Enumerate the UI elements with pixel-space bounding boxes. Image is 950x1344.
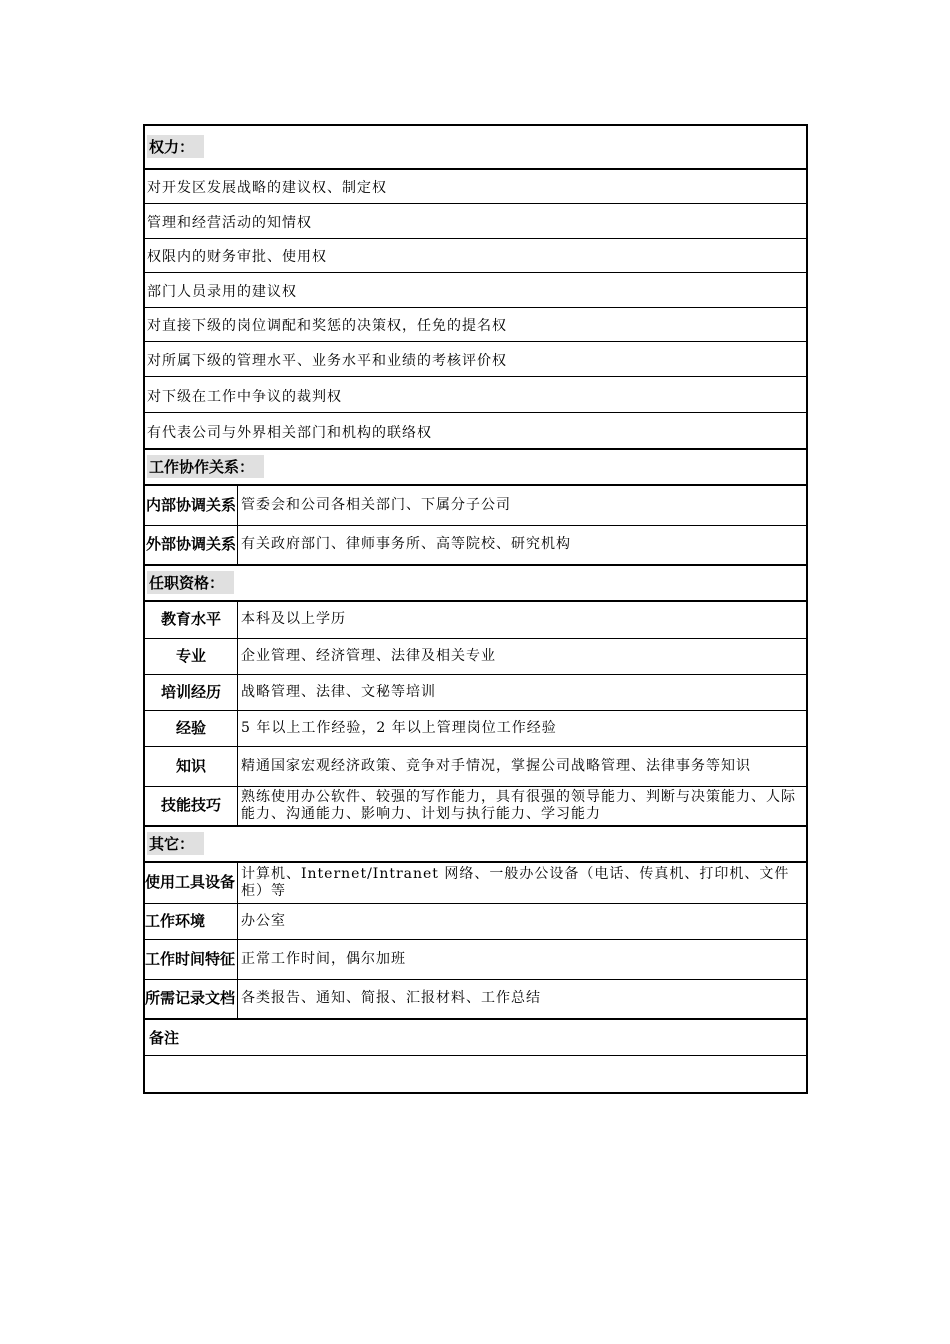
row-value: 5 年以上工作经验，2 年以上管理岗位工作经验 <box>238 710 807 746</box>
table-row <box>145 674 806 710</box>
row-key: 培训经历 <box>145 674 238 710</box>
row-key: 外部协调关系 <box>145 525 238 565</box>
power-item: 对直接下级的岗位调配和奖惩的决策权，任免的提名权 <box>145 308 806 342</box>
row-value: 办公室 <box>238 903 807 939</box>
row-value: 精通国家宏观经济政策、竞争对手情况，掌握公司战略管理、法律事务等知识 <box>238 746 807 786</box>
row-value: 管委会和公司各相关部门、下属分子公司 <box>238 486 807 525</box>
other-title: 其它： <box>147 832 204 855</box>
power-item: 权限内的财务审批、使用权 <box>145 239 806 273</box>
table-row <box>145 863 806 903</box>
table-row <box>145 525 806 565</box>
remarks-title: 备注 <box>149 1029 180 1047</box>
row-key: 专业 <box>145 638 238 674</box>
cooperation-header <box>145 450 806 486</box>
other-header <box>145 827 806 863</box>
row-value: 各类报告、通知、简报、汇报材料、工作总结 <box>238 979 807 1019</box>
row-value: 本科及以上学历 <box>238 602 807 638</box>
row-value: 计算机、Internet/Intranet 网络、一般办公设备（电话、传真机、打印机、文件柜）等 <box>238 863 807 903</box>
table-row <box>145 486 806 525</box>
qualifications-header <box>145 566 806 602</box>
table-row <box>145 786 806 826</box>
table-row <box>145 638 806 674</box>
other-table <box>145 863 806 1020</box>
row-key: 所需记录文档 <box>145 979 238 1019</box>
table-row <box>145 979 806 1019</box>
qualifications-table <box>145 602 806 827</box>
powers-header <box>145 126 806 170</box>
table-row <box>145 903 806 939</box>
qualifications-title: 任职资格： <box>147 571 234 594</box>
row-key: 使用工具设备 <box>145 863 238 903</box>
table-row <box>145 746 806 786</box>
cooperation-title: 工作协作关系： <box>147 455 264 478</box>
row-value: 熟练使用办公软件、较强的写作能力，具有很强的领导能力、判断与决策能力、人际能力、沟通能力、影响力、计划与执行能力、学习能力 <box>238 786 807 826</box>
row-key: 工作时间特征 <box>145 939 238 979</box>
power-item: 管理和经营活动的知情权 <box>145 204 806 239</box>
cooperation-table <box>145 486 806 566</box>
powers-title: 权力： <box>147 135 204 158</box>
row-value: 战略管理、法律、文秘等培训 <box>238 674 807 710</box>
table-row <box>145 602 806 638</box>
power-item: 部门人员录用的建议权 <box>145 273 806 308</box>
row-key: 经验 <box>145 710 238 746</box>
remarks-header <box>145 1020 806 1056</box>
power-item: 对所属下级的管理水平、业务水平和业绩的考核评价权 <box>145 342 806 377</box>
power-item: 有代表公司与外界相关部门和机构的联络权 <box>145 413 806 450</box>
row-key: 内部协调关系 <box>145 486 238 525</box>
table-row <box>145 939 806 979</box>
power-item: 对下级在工作中争议的裁判权 <box>145 377 806 413</box>
job-description-table <box>143 124 808 1094</box>
row-value: 企业管理、经济管理、法律及相关专业 <box>238 638 807 674</box>
table-row <box>145 710 806 746</box>
row-key: 技能技巧 <box>145 786 238 826</box>
row-value: 有关政府部门、律师事务所、高等院校、研究机构 <box>238 525 807 565</box>
row-key: 教育水平 <box>145 602 238 638</box>
row-value: 正常工作时间，偶尔加班 <box>238 939 807 979</box>
row-key: 知识 <box>145 746 238 786</box>
row-key: 工作环境 <box>145 903 238 939</box>
remarks-body <box>145 1056 806 1092</box>
power-item: 对开发区发展战略的建议权、制定权 <box>145 170 806 204</box>
